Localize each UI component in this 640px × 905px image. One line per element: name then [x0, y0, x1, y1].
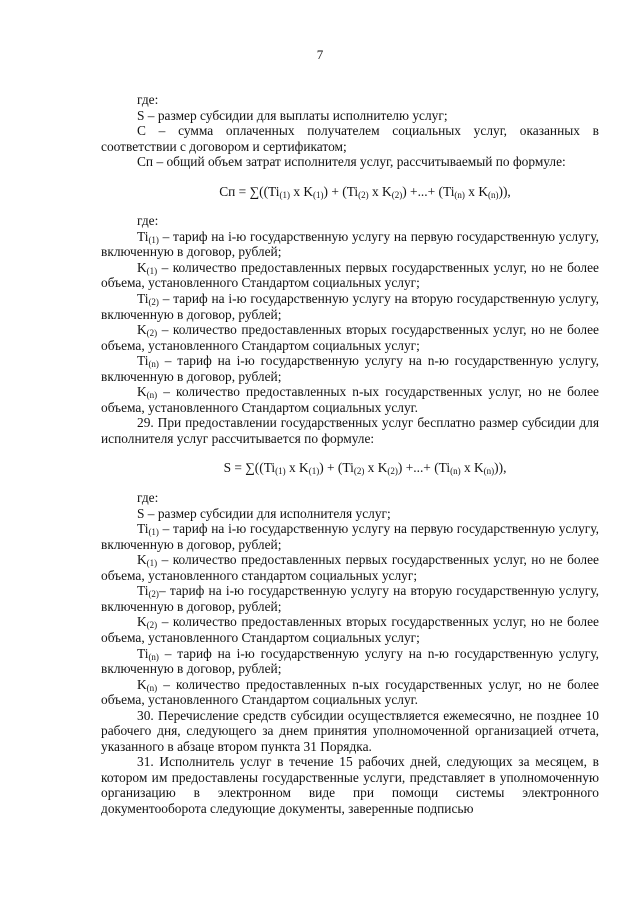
- formula-s: $S = \sum((Ti_{(1)}$ x $K_{(1)}) + (Ti_{(2)}$ x $K_{(2)}$) +...+ ($Ti_{(n)}$ x $K_{(n)}$)),: [223, 460, 507, 477]
- definition-item: $K_{(n)}$ – количество предоставленных n-ых государственных услуг, но не более объема, установленного Стандартом социальных услуг.: [101, 384, 599, 415]
- definition-item: $K_{(2)}$ – количество предоставленных вторых государственных услуг, но не более объема, установленного Стандартом социальных услуг;: [101, 322, 599, 353]
- definition-s: S – размер субсидии для выплаты исполнителю услуг;: [137, 107, 448, 123]
- definition-item: $Ti_{(n)}$ – тариф на i-ю государственную услугу на n-ю государственную услугу, включенную в договор, рублей;: [101, 353, 599, 384]
- document-body: [101, 92, 599, 817]
- clause-29: 29. При предоставлении государственных услуг бесплатно размер субсидии для исполнителя услуг рассчитывается по формуле:: [101, 415, 599, 446]
- definition-item: $K_{(n)}$ – количество предоставленных n-ых государственных услуг, но не более объема, установленного Стандартом социальных услуг.: [101, 676, 599, 708]
- definition-item: $Ti_{(2)}-$ тариф на i-ю государственную услугу на вторую государственную услугу, включенную в договор, рублей;: [101, 583, 599, 614]
- definition-item: $K_{(1)}$ – количество предоставленных первых государственных услуг, но не более объема, установленного стандартом социальных услуг;: [101, 552, 599, 583]
- definition-item: $Ti_{(1)}$ – тариф на i-ю государственную услугу на первую государственную услугу, включенную в договор, рублей;: [101, 521, 599, 552]
- clause-30: 30. Перечисление средств субсидии осуществляется ежемесячно, не позднее 10 рабочего дня, следующего за днем принятия уполномоченной организацией отчета, указанного в абзаце втором пункта 31 Порядка.: [101, 707, 599, 754]
- where-label: где:: [137, 92, 159, 107]
- definition-item: $Ti_{(2)}$ – тариф на i-ю государственную услугу на вторую государственную услугу, включенную в договор, рублей;: [101, 291, 599, 322]
- clause-31: 31. Исполнитель услуг в течение 15 рабочих дней, следующих за месяцем, в котором им предоставлены государственные услуги, представляет в уполномоченную организацию в электронном виде при помощи системы электронного документооборота следующие документы, заверенные подписью: [101, 754, 599, 816]
- page-number: 7: [316, 47, 324, 62]
- definition-c: С – сумма оплаченных получателем социальных услуг, оказанных в соответствии с договором и сертификатом;: [101, 123, 599, 154]
- where-label: где:: [137, 213, 159, 229]
- definition-item: $K_{(1)}$ – количество предоставленных первых государственных услуг, но не более объема, установленного Стандартом социальных услуг;: [101, 259, 599, 291]
- formula-cp: Сп = $\sum((Ti_{(1)}$ x $K_{(1)}) + (Ti_{(2)}$ x $K_{(2)}$) +...+ ($Ti_{(n)}$ x $K_{(n)}$)),: [219, 183, 511, 200]
- definition-cp: Сп – общий объем затрат исполнителя услуг, рассчитываемый по формуле:: [137, 154, 566, 170]
- definition-item: $Ti_{(1)}$ – тариф на i-ю государственную услугу на первую государственную услугу, включенную в договор, рублей;: [101, 228, 599, 260]
- where-label: где:: [137, 490, 159, 506]
- definition-item: $K_{(2)}$ – количество предоставленных вторых государственных услуг, но не более объема, установленного Стандартом социальных услуг;: [101, 614, 599, 645]
- definition-s: S – размер субсидии для исполнителя услуг;: [137, 505, 391, 521]
- definition-item: $Ti_{(n)}$ – тариф на i-ю государственную услугу на n-ю государственную услугу, включенную в договор, рублей;: [101, 645, 599, 677]
